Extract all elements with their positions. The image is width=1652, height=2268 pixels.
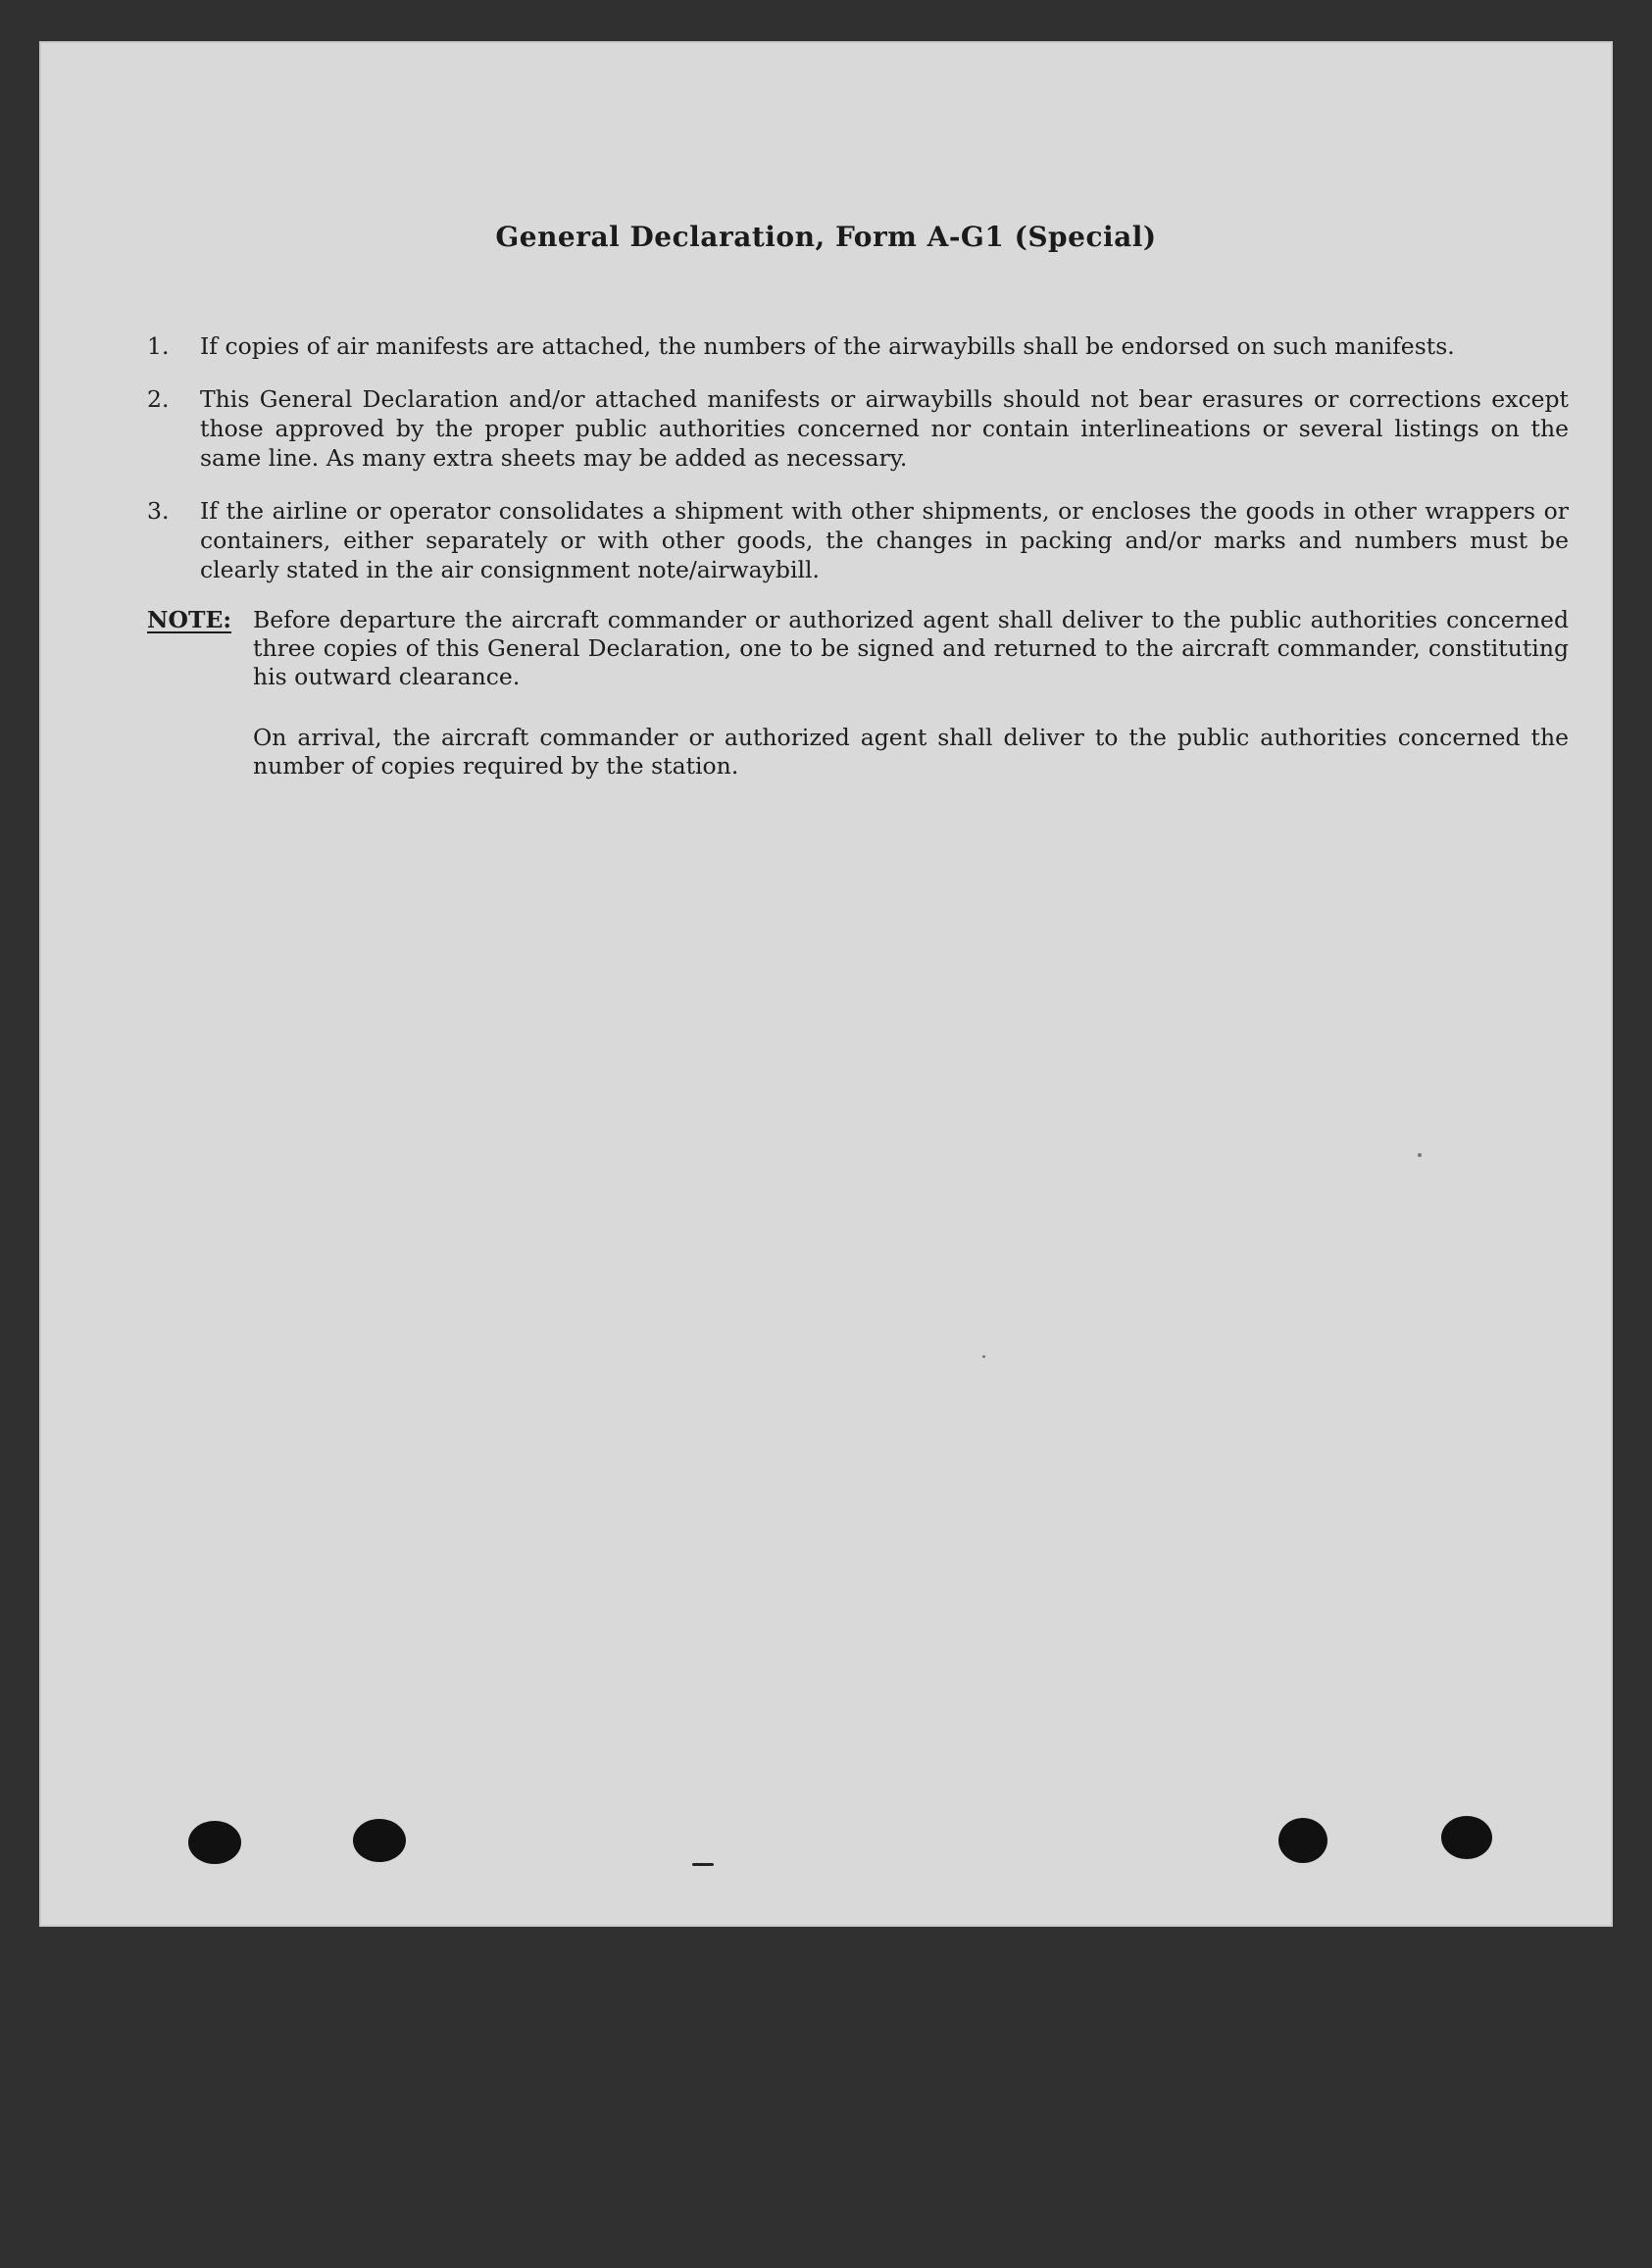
punch-hole bbox=[1441, 1816, 1492, 1859]
scan-speck bbox=[1418, 1153, 1422, 1157]
punch-hole bbox=[188, 1821, 241, 1864]
list-item bbox=[147, 331, 1569, 363]
note-section bbox=[147, 724, 1569, 786]
document-title: General Declaration, Form A-G1 (Special) bbox=[495, 221, 1157, 253]
note-paragraph: On arrival, the aircraft commander or authorized agent shall deliver to the public authorities concerned the number of copies required by the station. bbox=[253, 724, 1569, 780]
item-number: 1. bbox=[147, 332, 170, 360]
item-text: If copies of air manifests are attached, the numbers of the airwaybills shall be endorsed on such manifests. bbox=[200, 332, 1455, 360]
item-text: This General Declaration and/or attached manifests or airwaybills should not bear erasures or corrections except those approved by the proper public authorities concerned nor contain interlineations or several listings on the same line. As many extra sheets may be added as necessary. bbox=[200, 385, 1569, 472]
item-number: 3. bbox=[147, 497, 170, 525]
note-paragraph: Before departure the aircraft commander or authorized agent shall deliver to the public authorities concerned three copies of this General Declaration, one to be signed and returned to the aircraft commander, constituting his outward clearance. bbox=[253, 606, 1569, 690]
item-text: If the airline or operator consolidates a shipment with other shipments, or encloses the goods in other wrappers or containers, either separately or with other goods, the changes in packing and/or marks and numbers must be clearly stated in the air consignment note/airwaybill. bbox=[200, 497, 1569, 583]
document-page bbox=[39, 41, 1613, 1927]
punch-hole bbox=[353, 1819, 406, 1862]
note-section bbox=[147, 606, 1569, 704]
list-item bbox=[147, 384, 1569, 478]
scan-speck bbox=[982, 1355, 985, 1358]
list-item bbox=[147, 496, 1569, 589]
note-label: NOTE: bbox=[147, 606, 232, 633]
scan-mark bbox=[692, 1863, 714, 1866]
punch-hole bbox=[1278, 1818, 1327, 1863]
item-number: 2. bbox=[147, 385, 170, 413]
